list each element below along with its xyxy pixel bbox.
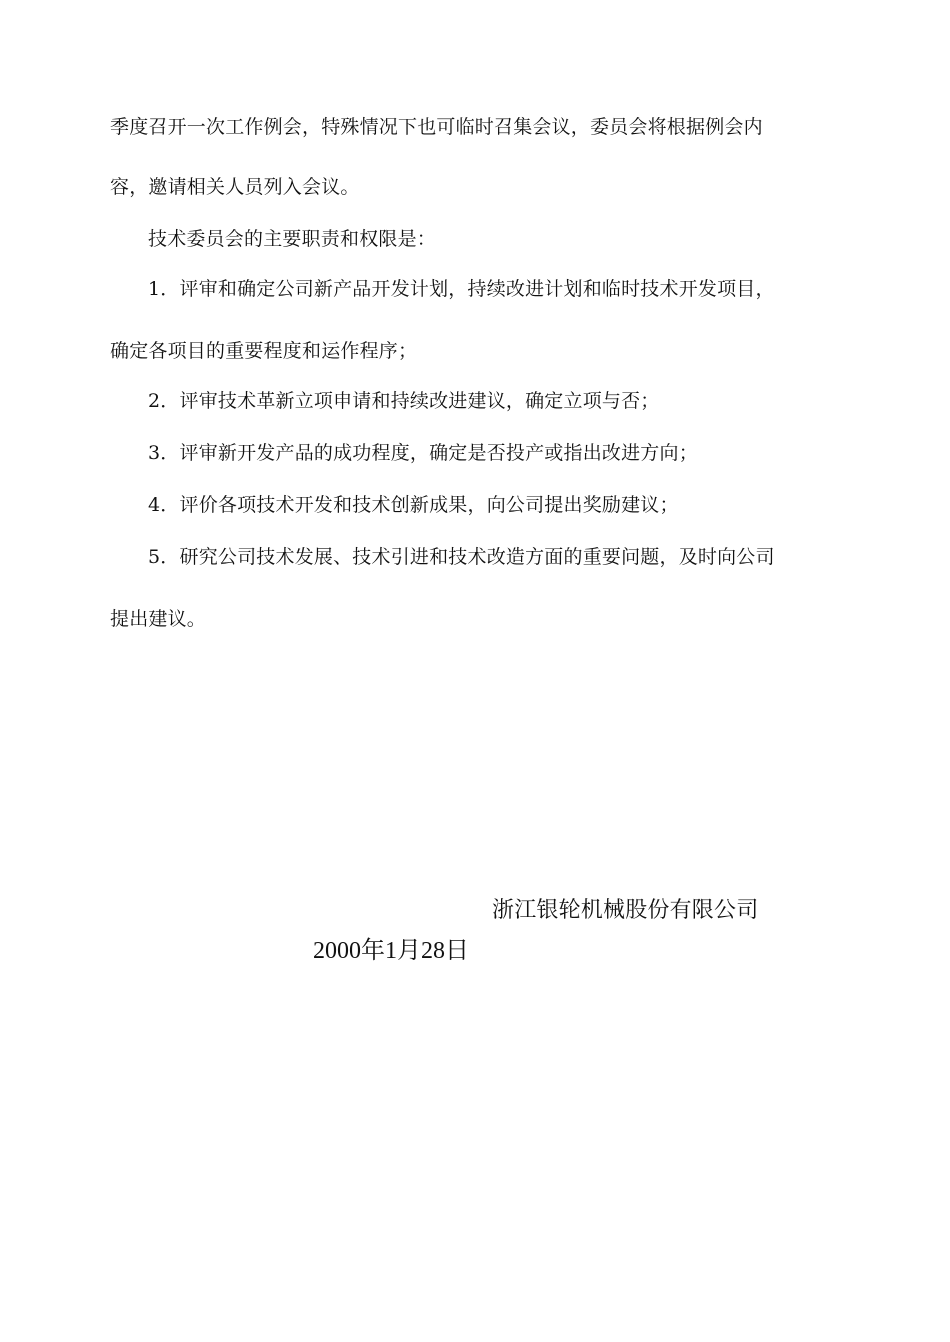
list-item: 5．研究公司技术发展、技术引进和技术改造方面的重要问题，及时向公司 xyxy=(148,546,775,568)
section-heading: 技术委员会的主要职责和权限是： xyxy=(148,228,437,250)
signature-date: 2000年1月28日 xyxy=(313,938,469,964)
list-item-continuation: 提出建议。 xyxy=(110,608,207,630)
paragraph-line: 容，邀请相关人员列入会议。 xyxy=(110,176,360,198)
paragraph-line: 季度召开一次工作例会，特殊情况下也可临时召集会议，委员会将根据例会内 xyxy=(110,116,763,138)
list-item-continuation: 确定各项目的重要程度和运作程序； xyxy=(110,340,418,362)
signature-company: 浙江银轮机械股份有限公司 xyxy=(492,898,759,923)
list-item: 1．评审和确定公司新产品开发计划，持续改进计划和临时技术开发项目， xyxy=(148,278,775,300)
list-item: 4．评价各项技术开发和技术创新成果，向公司提出奖励建议； xyxy=(148,494,679,516)
list-item: 3．评审新开发产品的成功程度，确定是否投产或指出改进方向； xyxy=(148,442,698,464)
list-item: 2．评审技术革新立项申请和持续改进建议，确定立项与否； xyxy=(148,390,660,412)
